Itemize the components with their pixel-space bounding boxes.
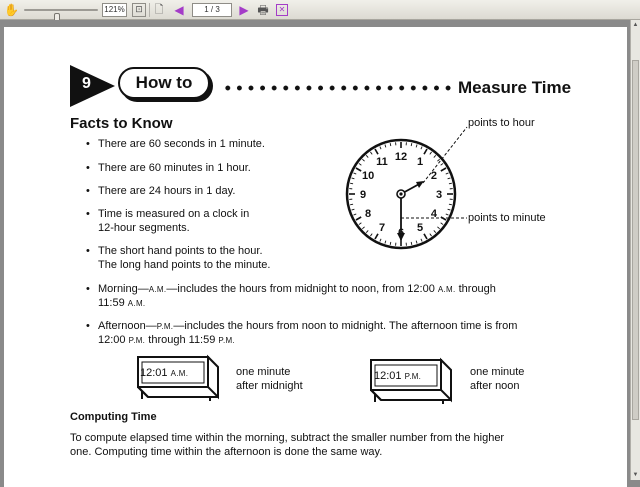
hour-hand-callout: points to hour xyxy=(468,117,535,129)
am-label: A.M. xyxy=(149,285,167,294)
fact-text: There are 24 hours in 1 day. xyxy=(98,185,235,198)
clock-number: 9 xyxy=(360,189,366,201)
digital-time: 12:01 xyxy=(374,370,402,382)
scroll-thumb[interactable] xyxy=(632,60,639,420)
computing-heading: Computing Time xyxy=(70,411,157,423)
minute-hand-callout: points to minute xyxy=(468,212,546,224)
zoom-input[interactable]: 121% xyxy=(102,3,127,17)
am-label: A.M. xyxy=(128,299,146,308)
how-to-label: How to xyxy=(118,67,210,99)
digital-period: P.M. xyxy=(405,372,422,381)
paragraph-line: To compute elapsed time within the morning, subtract the smaller number from the higher xyxy=(70,431,570,445)
clock-number: 5 xyxy=(417,222,423,234)
hour-callout-line xyxy=(423,127,467,183)
lesson-number: 9 xyxy=(82,75,91,93)
digital-time: 12:01 xyxy=(140,367,168,379)
page-number-input[interactable]: 1 / 3 xyxy=(192,3,232,17)
dotted-leader xyxy=(222,85,454,91)
clock-number: 4 xyxy=(431,208,438,220)
clock-number: 2 xyxy=(431,170,437,182)
next-page-icon[interactable]: ▶ xyxy=(237,3,251,17)
fact-text: 12-hour segments. xyxy=(98,222,190,235)
bullet-icon: • xyxy=(86,245,90,258)
sidebar-icon[interactable]: ✕ xyxy=(276,4,288,16)
clock-number: 7 xyxy=(379,222,385,234)
afternoon-through: through 11:59 xyxy=(145,334,218,346)
digital-caption-am xyxy=(236,365,303,393)
digital-time-am xyxy=(140,367,188,379)
clock-number: 3 xyxy=(436,189,442,201)
fact-text: There are 60 minutes in 1 hour. xyxy=(98,162,251,175)
afternoon-text-line2 xyxy=(98,334,235,347)
fact-text: The short hand points to the hour. xyxy=(98,245,263,258)
hand-tool-icon[interactable]: ✋ xyxy=(4,3,18,17)
afternoon-label: Afternoon— xyxy=(98,320,157,332)
morning-end-time: 11:59 xyxy=(98,297,128,309)
print-icon[interactable]: 🖶 xyxy=(256,3,270,17)
scroll-down-icon[interactable]: ▼ xyxy=(631,470,640,480)
document-content xyxy=(4,27,627,487)
fact-text: Time is measured on a clock in xyxy=(98,208,249,221)
morning-label: Morning— xyxy=(98,283,149,295)
digital-caption-pm xyxy=(470,365,524,393)
clock-number: 11 xyxy=(376,156,388,168)
zoom-slider[interactable] xyxy=(24,9,98,11)
fact-text: The long hand points to the minute. xyxy=(98,259,270,272)
bullet-icon: • xyxy=(86,138,90,151)
clock-tick xyxy=(390,242,391,245)
page-fit-icon[interactable]: ⊡ xyxy=(132,3,146,17)
clock-tick xyxy=(411,242,412,245)
caption-line: after midnight xyxy=(236,379,303,393)
document-page xyxy=(4,27,627,487)
caption-line: one minute xyxy=(470,365,524,379)
vertical-scrollbar[interactable] xyxy=(630,20,640,480)
pm-label: P.M. xyxy=(218,336,235,345)
morning-through: through xyxy=(456,283,496,295)
facts-heading: Facts to Know xyxy=(70,115,173,132)
pm-label: P.M. xyxy=(157,322,174,331)
caption-line: one minute xyxy=(236,365,303,379)
fact-text: There are 60 seconds in 1 minute. xyxy=(98,138,265,151)
computing-paragraph xyxy=(70,431,570,459)
viewer-toolbar xyxy=(0,0,640,20)
paragraph-line: one. Computing time within the afternoon is done the same way. xyxy=(70,445,570,459)
morning-text xyxy=(98,283,496,296)
digital-period: A.M. xyxy=(171,369,189,378)
bullet-icon: • xyxy=(86,162,90,175)
document-icon[interactable]: 🗋 xyxy=(152,3,166,17)
section-title: Measure Time xyxy=(458,78,571,98)
bullet-icon: • xyxy=(86,185,90,198)
am-label: A.M. xyxy=(438,285,456,294)
afternoon-desc: —includes the hours from noon to midnight. The afternoon time is from xyxy=(173,320,517,332)
scroll-up-icon[interactable]: ▲ xyxy=(631,20,640,30)
caption-line: after noon xyxy=(470,379,524,393)
bullet-icon: • xyxy=(86,208,90,221)
afternoon-start-time: 12:00 xyxy=(98,334,129,346)
toolbar-separator xyxy=(149,3,150,17)
lesson-number-badge xyxy=(70,65,115,107)
clock-number: 8 xyxy=(365,208,371,220)
pm-label: P.M. xyxy=(129,336,146,345)
clock-number: 10 xyxy=(362,170,374,182)
digital-time-pm xyxy=(374,370,421,382)
morning-text-line2 xyxy=(98,297,145,310)
afternoon-text xyxy=(98,320,517,333)
clock-number: 1 xyxy=(417,156,423,168)
bullet-icon: • xyxy=(86,283,90,296)
clock-number: 12 xyxy=(395,151,407,163)
prev-page-icon[interactable]: ◀ xyxy=(172,3,186,17)
bullet-icon: • xyxy=(86,320,90,333)
morning-desc: —includes the hours from midnight to noon, from 12:00 xyxy=(166,283,437,295)
